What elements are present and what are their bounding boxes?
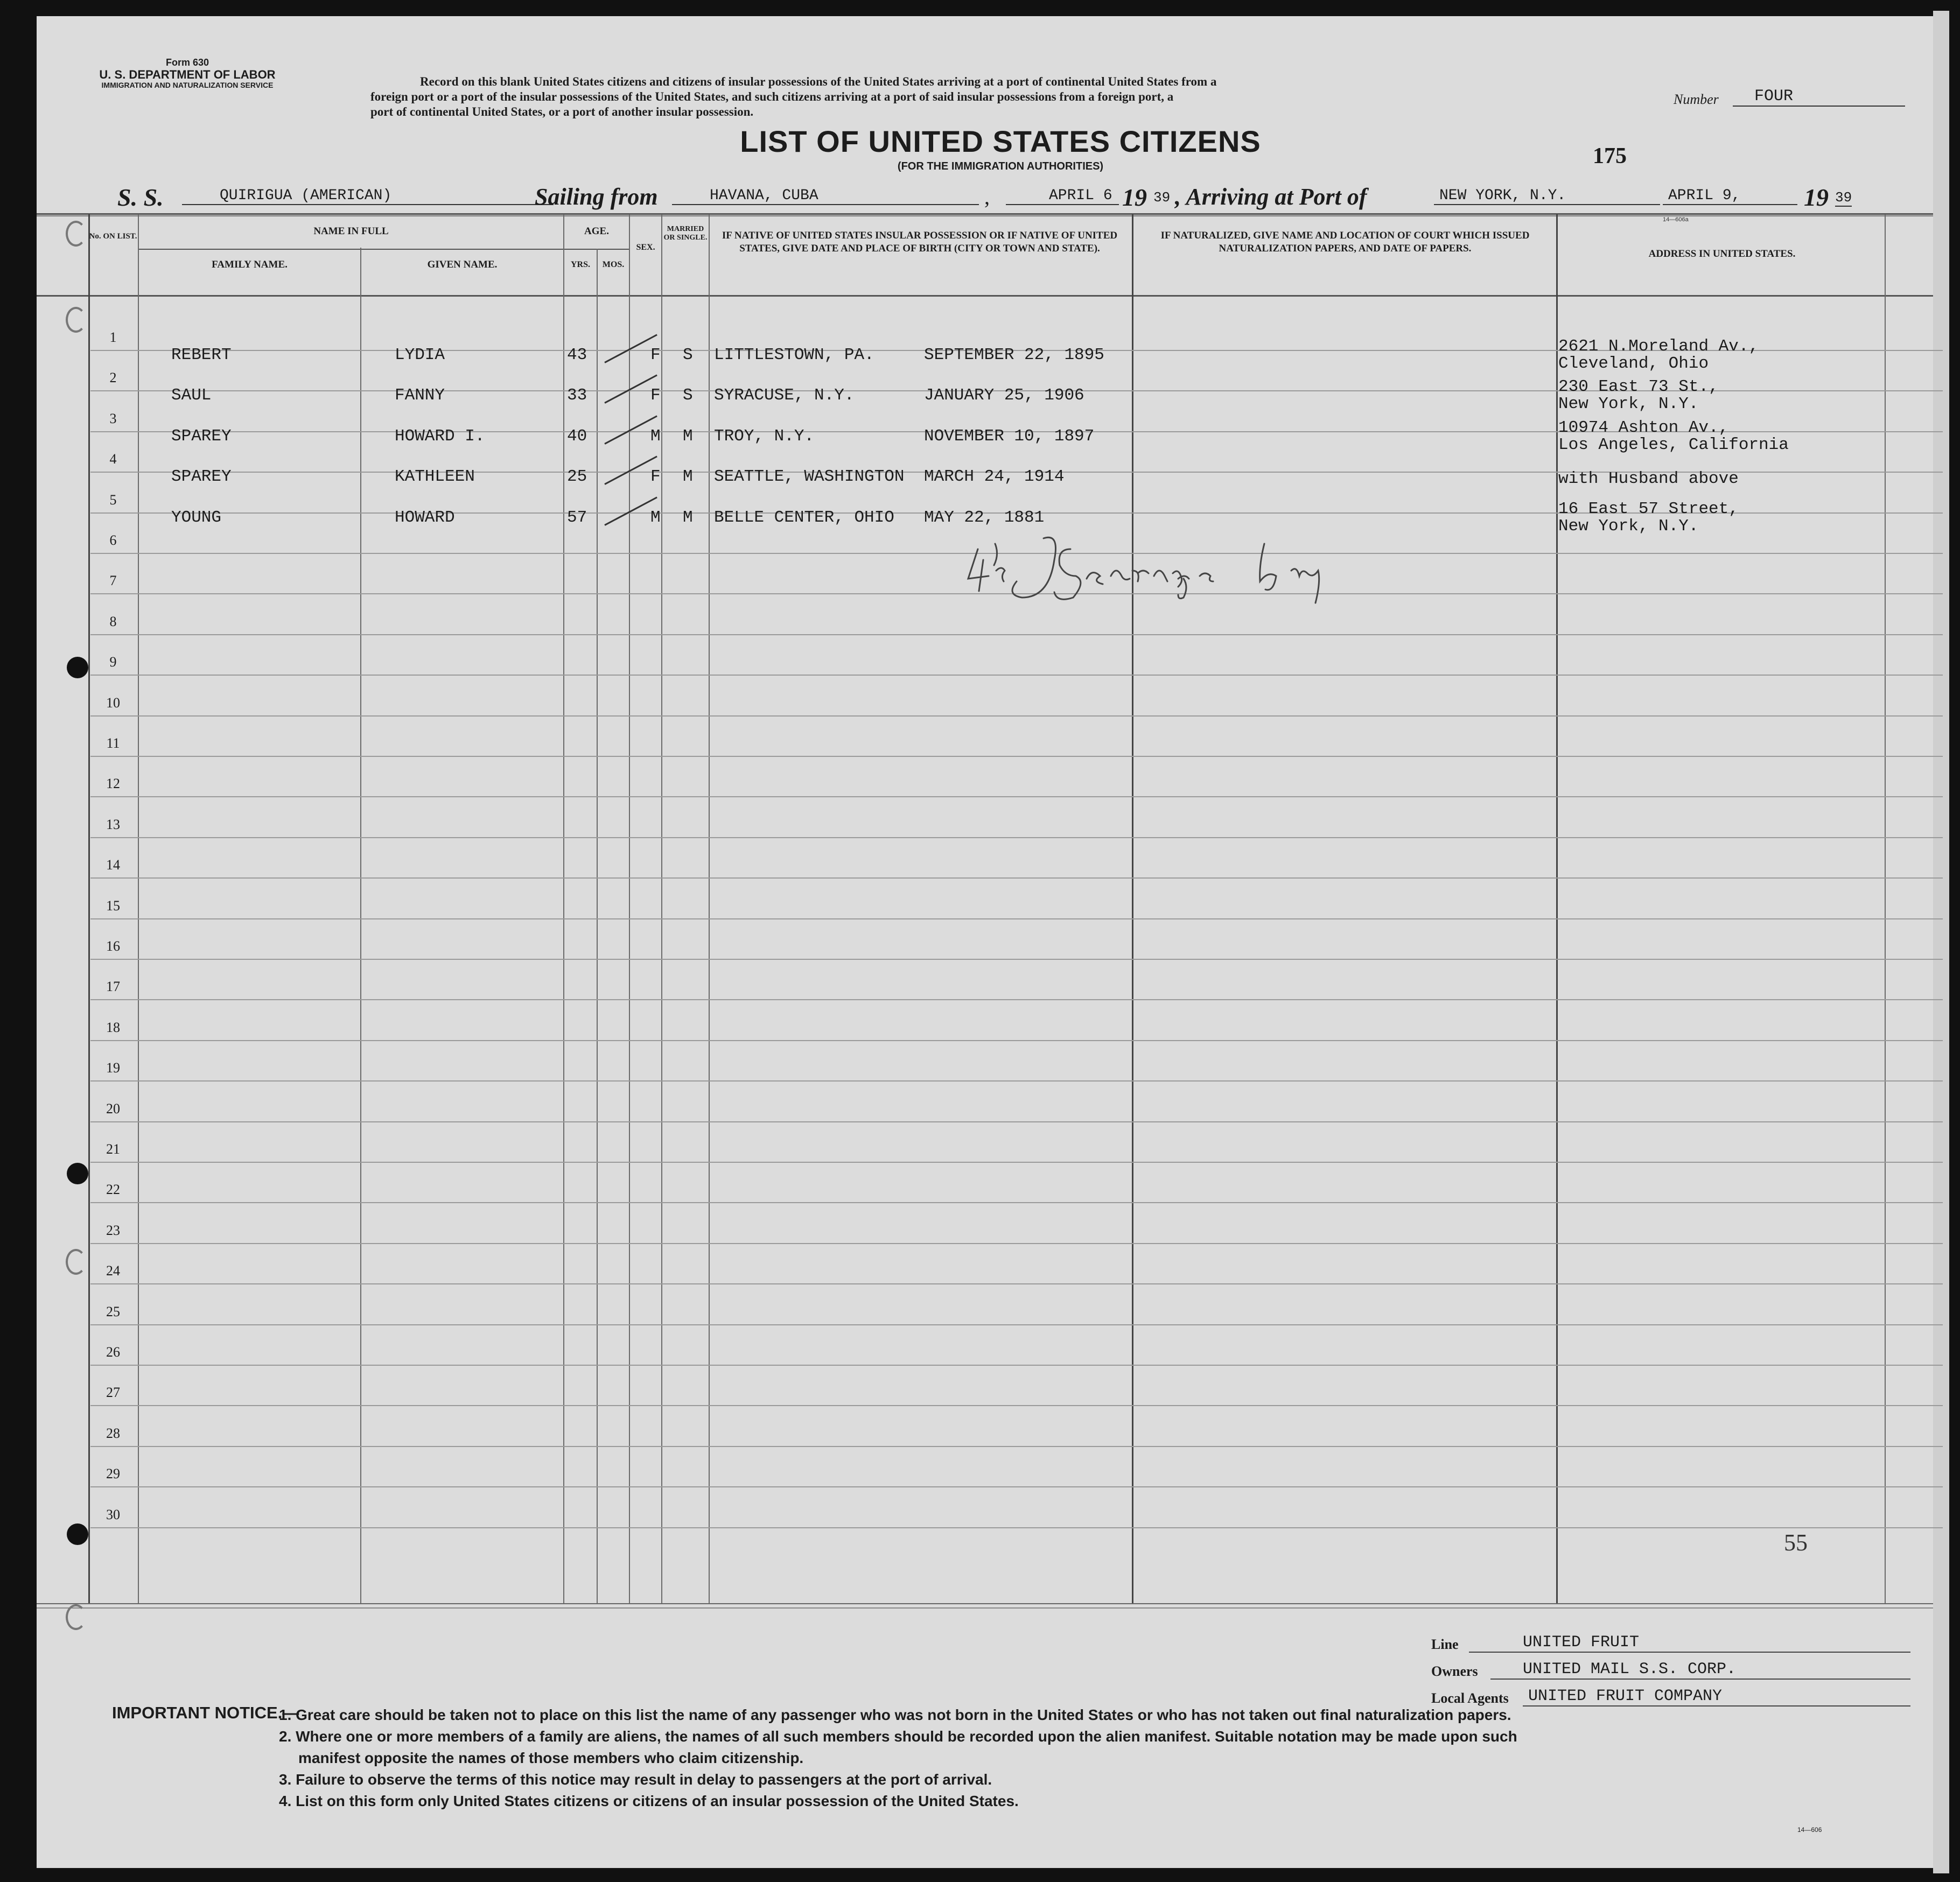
birthdate-cell: JANUARY 25, 1906 xyxy=(924,386,1084,405)
row-rule xyxy=(90,1527,1943,1528)
row-number: 20 xyxy=(106,1100,120,1116)
row-number: 29 xyxy=(106,1466,120,1482)
family-name-cell: YOUNG xyxy=(171,508,222,527)
row-rule xyxy=(90,1405,1943,1406)
age-cell: 40 xyxy=(567,426,587,446)
column-line xyxy=(597,249,598,1603)
row-number: 3 xyxy=(109,410,117,426)
column-line xyxy=(661,214,662,1603)
birthdate-cell: MARCH 24, 1914 xyxy=(924,467,1065,487)
header-address: ADDRESS IN UNITED STATES. xyxy=(1648,248,1796,259)
given-name-cell: FANNY xyxy=(395,386,445,405)
given-name-cell: HOWARD xyxy=(395,508,455,527)
header-age: AGE. xyxy=(584,226,609,237)
header-given-name: GIVEN NAME. xyxy=(427,259,498,270)
address-line-1: with Husband above xyxy=(1558,469,1739,489)
row-number: 2 xyxy=(109,370,117,386)
page-edge xyxy=(1933,11,1949,1873)
header-sex: SEX. xyxy=(636,243,655,252)
row-rule xyxy=(90,1040,1943,1041)
form-number: Form 630 xyxy=(165,57,209,68)
row-rule xyxy=(90,877,1943,879)
punch-hole xyxy=(67,1163,88,1184)
row-rule xyxy=(90,1446,1943,1447)
column-line xyxy=(1885,214,1886,1603)
comma: , xyxy=(984,185,990,209)
age-cell: 57 xyxy=(567,508,587,527)
check-mark xyxy=(604,496,657,525)
binder-ring-mark xyxy=(66,307,86,333)
row-rule xyxy=(90,634,1943,635)
row-rule xyxy=(90,918,1943,919)
instruction-line: Record on this blank United States citizens and citizens of insular possessions of the United States arriving at a port of continental United States from a xyxy=(420,75,1217,88)
birthplace-cell: BELLE CENTER, OHIO xyxy=(714,508,894,527)
row-number: 18 xyxy=(106,1019,120,1035)
column-line xyxy=(629,214,630,1603)
row-number: 21 xyxy=(106,1141,120,1157)
column-line xyxy=(360,248,361,1603)
row-number: 25 xyxy=(106,1303,120,1319)
address-line-2: New York, N.Y. xyxy=(1558,516,1699,536)
sex-cell: F xyxy=(650,346,661,364)
header-naturalized: IF NATURALIZED, GIVE NAME AND LOCATION OF COURT WHICH ISSUED NATURALIZATION PAPERS, AND DATE OF PAPERS. xyxy=(1160,230,1530,254)
row-number: 19 xyxy=(106,1060,120,1076)
notice-list xyxy=(279,1704,1910,1812)
table-bottom-rule xyxy=(37,1603,1933,1604)
row-number: 30 xyxy=(106,1506,120,1522)
line-label: Line xyxy=(1431,1637,1459,1652)
table-top-rule-2 xyxy=(37,215,1933,216)
row-number: 8 xyxy=(109,613,117,629)
age-cell: 25 xyxy=(567,467,587,487)
header-married: MARRIED OR SINGLE. xyxy=(663,225,708,242)
age-cell: 33 xyxy=(567,386,587,405)
page-title: LIST OF UNITED STATES CITIZENS xyxy=(740,124,1261,158)
row-rule xyxy=(90,1324,1943,1325)
row-rule xyxy=(90,1365,1943,1366)
row-number: 17 xyxy=(106,979,120,995)
row-number: 15 xyxy=(106,897,120,914)
column-line xyxy=(709,214,710,1603)
binder-ring-mark xyxy=(66,1249,86,1275)
ss-label: S. S. xyxy=(117,184,164,211)
row-rule xyxy=(90,756,1943,757)
family-name-cell: REBERT xyxy=(171,346,232,364)
header-no: No. ON LIST. xyxy=(89,232,137,241)
page-subtitle: (FOR THE IMMIGRATION AUTHORITIES) xyxy=(897,160,1104,172)
check-mark xyxy=(604,375,657,404)
row-number: 1 xyxy=(109,329,117,345)
owners-value: UNITED MAIL S.S. CORP. xyxy=(1490,1660,1910,1680)
notice-item: 1. Great care should be taken not to place on this list the name of any passenger who was not born in the United States or who has not taken out final naturalization papers. xyxy=(279,1707,1511,1723)
age-cell: 43 xyxy=(567,346,587,364)
address-line-1: 16 East 57 Street, xyxy=(1558,499,1739,518)
marital-cell: M xyxy=(683,508,693,527)
row-rule xyxy=(90,1243,1943,1244)
address-line-1: 2621 N.Moreland Av., xyxy=(1558,337,1759,356)
sail-year-prefix: 19 xyxy=(1122,184,1147,211)
sail-year: 39 xyxy=(1153,189,1171,206)
ship-name: QUIRIGUA (AMERICAN) xyxy=(182,187,554,205)
row-number: 13 xyxy=(106,816,120,832)
row-number: 22 xyxy=(106,1182,120,1198)
row-rule xyxy=(90,959,1943,960)
number-value: FOUR xyxy=(1733,87,1905,107)
birthdate-cell: MAY 22, 1881 xyxy=(924,508,1045,527)
row-number: 9 xyxy=(109,654,117,670)
row-number: 11 xyxy=(106,735,120,751)
punch-hole xyxy=(67,657,88,678)
row-rule xyxy=(90,1121,1943,1122)
arrival-port: NEW YORK, N.Y. xyxy=(1434,187,1660,205)
row-number: 7 xyxy=(109,573,117,589)
birthplace-cell: SEATTLE, WASHINGTON xyxy=(714,467,905,487)
page-count-note: 55 xyxy=(1784,1529,1808,1556)
row-rule xyxy=(90,715,1943,717)
birthplace-cell: LITTLESTOWN, PA. xyxy=(714,346,874,364)
row-number: 4 xyxy=(109,451,117,467)
punch-hole xyxy=(67,1523,88,1545)
header-name-in-full: NAME IN FULL xyxy=(313,226,389,237)
address-line-2: New York, N.Y. xyxy=(1558,395,1699,414)
notice-item: 4. List on this form only United States citizens or citizens of an insular possession of the United States. xyxy=(279,1793,1019,1809)
birthdate-cell: NOVEMBER 10, 1897 xyxy=(924,426,1095,446)
address-line-1: 10974 Ashton Av., xyxy=(1558,418,1729,437)
manifest-sheet xyxy=(37,16,1933,1868)
row-rule xyxy=(90,1283,1943,1284)
header-years: YRS. xyxy=(570,260,590,269)
birthplace-cell: SYRACUSE, N.Y. xyxy=(714,386,855,405)
notice-item: 3. Failure to observe the terms of this notice may result in delay to passengers at the port of arrival. xyxy=(279,1771,992,1788)
row-number: 12 xyxy=(106,776,120,792)
header-family-name: FAMILY NAME. xyxy=(212,259,288,270)
table-top-rule xyxy=(37,213,1933,215)
bottom-code: 14—606 xyxy=(1797,1826,1822,1834)
inspector-signature xyxy=(963,528,1404,608)
owners-label: Owners xyxy=(1431,1663,1478,1679)
marital-cell: M xyxy=(683,467,693,487)
row-number: 23 xyxy=(106,1222,120,1238)
agents-label: Local Agents xyxy=(1431,1690,1509,1706)
given-name-cell: HOWARD I. xyxy=(395,426,485,446)
row-rule xyxy=(90,1486,1943,1487)
row-rule xyxy=(90,1080,1943,1082)
arrival-year-prefix: 19 xyxy=(1804,184,1829,211)
marital-cell: S xyxy=(683,346,693,364)
row-rule xyxy=(90,675,1943,676)
table-bottom-rule-2 xyxy=(37,1607,1933,1609)
sex-cell: F xyxy=(650,467,661,487)
row-rule xyxy=(90,999,1943,1000)
check-mark xyxy=(604,415,657,444)
sail-date: APRIL 6 xyxy=(1006,187,1119,205)
service: IMMIGRATION AND NATURALIZATION SERVICE xyxy=(101,81,274,89)
row-number: 6 xyxy=(109,532,117,548)
binder-ring-mark xyxy=(66,221,86,247)
notice-item: manifest opposite the names of those members who claim citizenship. xyxy=(298,1750,804,1766)
row-number: 27 xyxy=(106,1385,120,1401)
marital-cell: S xyxy=(683,386,693,405)
binder-ring-mark xyxy=(66,1604,86,1630)
instruction-line: port of continental United States, or a port of another insular possession. xyxy=(370,105,754,118)
header-native: IF NATIVE OF UNITED STATES INSULAR POSSESSION OR IF NATIVE OF UNITED STATES, GIVE DATE AND PLACE OF BIRTH (CITY OR TOWN AND STATE). xyxy=(722,230,1118,254)
instructions xyxy=(370,74,1609,120)
row-rule xyxy=(90,837,1943,838)
marital-cell: M xyxy=(683,426,693,446)
given-name-cell: KATHLEEN xyxy=(395,467,475,487)
name-header-rule xyxy=(139,249,607,250)
column-line xyxy=(563,214,564,1603)
line-value: UNITED FRUIT xyxy=(1469,1633,1910,1653)
agents-value: UNITED FRUIT COMPANY xyxy=(1523,1687,1910,1707)
given-name-cell: LYDIA xyxy=(395,346,445,364)
arriving-label: , Arriving at Port of xyxy=(1175,184,1367,210)
row-rule xyxy=(90,1162,1943,1163)
row-number: 26 xyxy=(106,1344,120,1360)
family-name-cell: SPAREY xyxy=(171,426,232,446)
family-name-cell: SAUL xyxy=(171,386,212,405)
sex-cell: M xyxy=(650,426,661,446)
check-mark xyxy=(604,334,657,363)
row-number: 5 xyxy=(109,491,117,508)
department: U. S. DEPARTMENT OF LABOR xyxy=(99,68,276,81)
check-mark xyxy=(604,456,657,485)
notice-item: 2. Where one or more members of a family are aliens, the names of all such members should be recorded upon the alien manifest. Suitable notation may be made upon such xyxy=(279,1728,1517,1745)
sex-cell: F xyxy=(650,386,661,405)
address-line-2: Cleveland, Ohio xyxy=(1558,354,1709,373)
row-number: 16 xyxy=(106,938,120,954)
birthplace-cell: TROY, N.Y. xyxy=(714,426,815,446)
notice-label: IMPORTANT NOTICE.— xyxy=(112,1703,299,1722)
header-months: MOS. xyxy=(602,260,625,269)
row-number: 14 xyxy=(106,857,120,873)
row-number: 24 xyxy=(106,1263,120,1279)
row-number: 10 xyxy=(106,694,120,711)
row-rule xyxy=(90,1202,1943,1203)
address-line-2: Los Angeles, California xyxy=(1558,435,1789,454)
instruction-line: foreign port or a port of the insular possessions of the United States, and such citizens arriving at a port of said insular possessions from a foreign port, a xyxy=(370,90,1174,103)
family-name-cell: SPAREY xyxy=(171,467,232,487)
birthdate-cell: SEPTEMBER 22, 1895 xyxy=(924,346,1104,364)
row-rule xyxy=(90,796,1943,797)
print-code: 14—606a xyxy=(1663,216,1689,223)
sailing-from: HAVANA, CUBA xyxy=(672,187,979,205)
column-line xyxy=(1556,214,1558,1603)
arrival-year: 39 xyxy=(1835,189,1852,206)
number-label: Number xyxy=(1674,92,1719,107)
header-bottom-rule xyxy=(37,295,1933,297)
column-line xyxy=(1132,214,1133,1603)
row-number: 28 xyxy=(106,1425,120,1441)
arrival-date: APRIL 9, xyxy=(1663,187,1797,205)
address-line-1: 230 East 73 St., xyxy=(1558,377,1719,397)
stamp-number: 175 xyxy=(1593,144,1627,168)
sex-cell: M xyxy=(650,508,661,527)
sailing-label: Sailing from xyxy=(535,184,658,210)
